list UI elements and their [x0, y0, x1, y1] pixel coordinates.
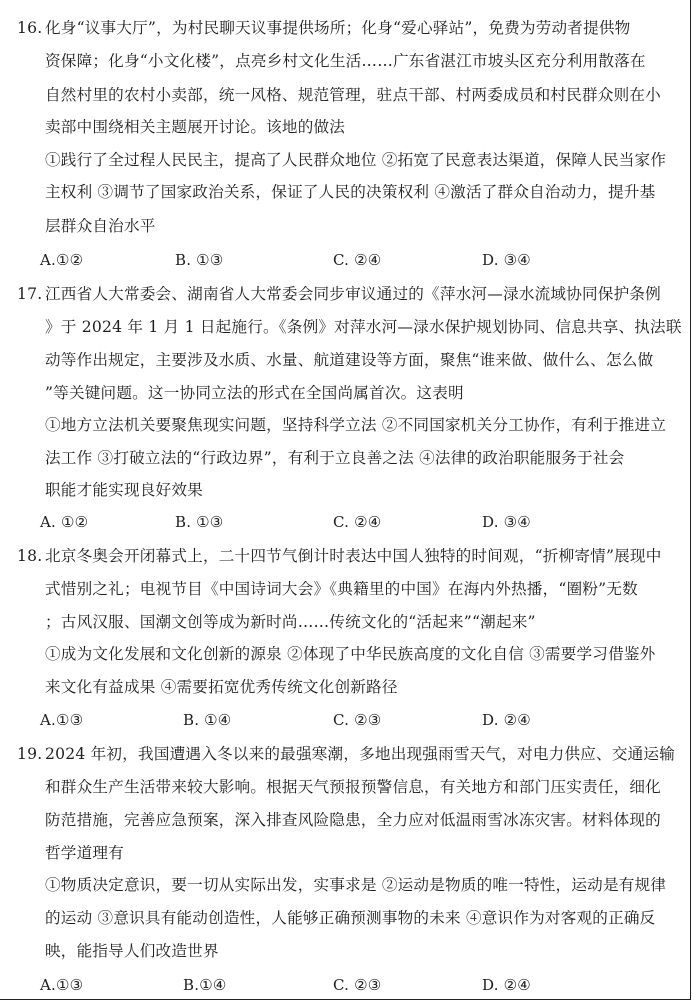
question-stem-line: 动等作出规定，主要涉及水质、水量、航道建设等方面，聚焦“谁来做、做什么、怎么做: [45, 351, 654, 369]
question-stem-line: 江西省人大常委会、湖南省人大常委会同步审议通过的《萍水河—渌水流域协同保护条例: [45, 285, 661, 303]
statement-line: 映，能指导人们改造世界: [45, 942, 219, 960]
option-c[interactable]: C. ②③: [333, 976, 382, 994]
option-d[interactable]: D. ②④: [482, 976, 531, 994]
statement-line: 职能才能实现良好效果: [45, 481, 203, 499]
statement-line: 主权利 ③调节了国家政治关系，保证了人民的决策权利 ④激活了群众自治动力，提升基: [45, 183, 656, 201]
option-b[interactable]: B. ①④: [183, 711, 232, 729]
option-c[interactable]: C. ②③: [333, 711, 382, 729]
question-stem-line: 资保障；化身“小文化楼”，点亮乡村文化生活……广东省湛江市坡头区充分利用散落在: [45, 52, 646, 70]
option-b[interactable]: B. ①③: [175, 513, 224, 531]
option-b[interactable]: B. ①③: [175, 251, 224, 269]
question-stem-line: 》于 2024 年 1 月 1 日起施行。《条例》对萍水河—渌水保护规划协同、信息共享、执法联: [45, 318, 682, 336]
option-c[interactable]: C. ②④: [333, 251, 382, 269]
option-a[interactable]: A. ①②: [40, 513, 89, 531]
option-d[interactable]: D. ③④: [482, 251, 531, 269]
question-stem-line: ；古风汉服、国潮文创等成为新时尚……传统文化的“活起来”“潮起来”: [45, 613, 536, 631]
statement-line: ①践行了全过程人民民主，提高了人民群众地位 ②拓宽了民意表达渠道，保障人民当家作: [45, 151, 667, 169]
question-number: 19.: [17, 745, 43, 763]
question-number: 18.: [17, 547, 43, 565]
statement-line: ①地方立法机关要聚焦现实问题，坚持科学立法 ②不同国家机关分工协作，有利于推进立: [45, 416, 667, 434]
option-a[interactable]: A.①②: [40, 251, 84, 269]
question-stem-line: 化身“议事大厅”，为村民聊天议事提供场所；化身“爱心驿站”，免费为劳动者提供物: [45, 19, 631, 37]
question-stem-line: 式惜别之礼；电视节目《中国诗词大会》《典籍里的中国》在海内外热播，“圈粉”无数: [45, 580, 638, 598]
option-a[interactable]: A.①③: [40, 976, 84, 994]
question-number: 17.: [17, 285, 43, 303]
statement-line: 来文化有益成果 ④需要拓宽优秀传统文化创新路径: [45, 678, 398, 696]
question-stem-line: ”等关键问题。这一协同立法的形式在全国尚属首次。这表明: [45, 384, 464, 402]
option-a[interactable]: A.①③: [40, 711, 84, 729]
option-b[interactable]: B.①④: [183, 976, 227, 994]
statement-line: 的运动 ③意识具有能动创造性，人能够正确预测事物的未来 ④意识作为对客观的正确反: [45, 909, 656, 927]
question-number: 16.: [17, 19, 43, 37]
option-d[interactable]: D. ②④: [482, 711, 531, 729]
question-stem-line: 和群众生产生活带来较大影响。根据天气预报预警信息，有关地方和部门压实责任，细化: [45, 778, 661, 796]
statement-line: ①物质决定意识，要一切从实际出发，实事求是 ②运动是物质的唯一特性，运动是有规律: [45, 876, 667, 894]
question-stem-line: 自然村里的农村小卖部，统一风格、规范管理，驻点干部、村两委成员和村民群众则在小: [45, 86, 661, 104]
option-c[interactable]: C. ②④: [333, 513, 382, 531]
statement-line: ①成为文化发展和文化创新的源泉 ②体现了中华民族高度的文化自信 ③需要学习借鉴外: [45, 645, 656, 663]
question-stem-line: 卖部中围绕相关主题展开讨论。该地的做法: [45, 118, 346, 136]
statement-line: 层群众自治水平: [45, 217, 156, 235]
question-stem-line: 2024 年初，我国遭遇入冬以来的最强寒潮，多地出现强雨雪天气，对电力供应、交通运输: [45, 745, 676, 763]
question-stem-line: 防范措施，完善应急预案，深入排查风险隐患，全力应对低温雨雪冰冻灾害。材料体现的: [45, 811, 661, 829]
statement-line: 法工作 ③打破立法的“行政边界”，有利于立良善之法 ④法律的政治职能服务于社会: [45, 449, 625, 467]
option-d[interactable]: D. ③④: [482, 513, 531, 531]
question-stem-line: 北京冬奥会开闭幕式上，二十四节气倒计时表达中国人独特的时间观，“折柳寄情”展现中: [45, 547, 662, 565]
question-stem-line: 哲学道理有: [45, 844, 124, 862]
